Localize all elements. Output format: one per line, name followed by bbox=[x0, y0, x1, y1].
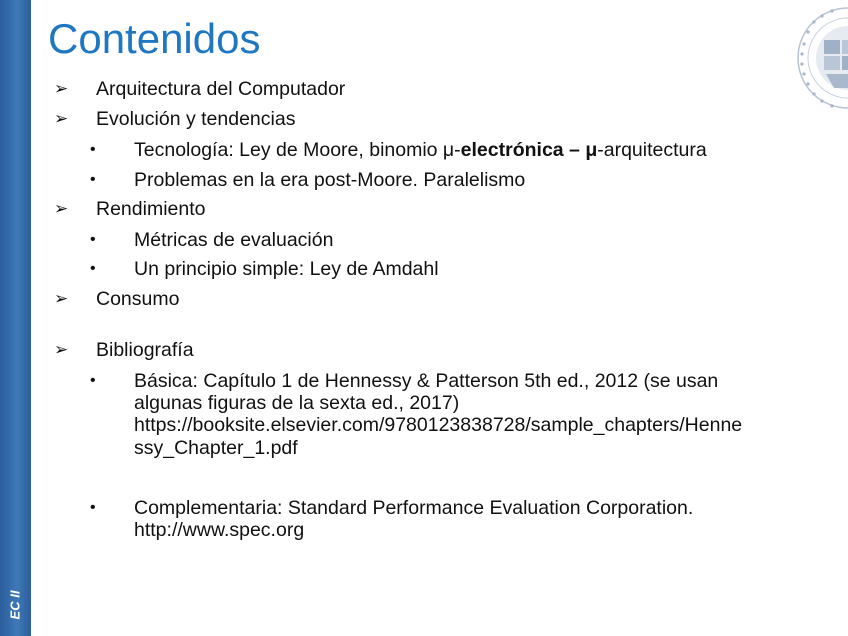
tecnologia-text-bold: electrónica – μ bbox=[460, 139, 598, 161]
dot-bullet: • bbox=[90, 231, 96, 248]
list-item-metricas: Métricas de evaluación bbox=[134, 229, 334, 251]
list-item-complementaria-line1: Complementaria: Standard Performance Evaluation Corporation. bbox=[134, 497, 694, 519]
arrow-bullet: ➢ bbox=[54, 109, 69, 128]
tecnologia-text-a: Tecnología: Ley de Moore, binomio μ- bbox=[134, 139, 461, 161]
slide-title: Contenidos bbox=[48, 15, 261, 62]
basica-link-line1[interactable]: https://booksite.elsevier.com/9780123838728/sample_chapters/Henne bbox=[134, 414, 743, 436]
basica-link-line2[interactable]: ssy_Chapter_1.pdf bbox=[134, 437, 298, 459]
dot-bullet: • bbox=[90, 171, 96, 188]
spec-link[interactable]: http://www.spec.org bbox=[134, 519, 305, 541]
tecnologia-text-c: -arquitectura bbox=[597, 139, 707, 161]
dot-bullet: • bbox=[90, 372, 96, 389]
arrow-bullet: ➢ bbox=[54, 340, 69, 359]
list-item-basica-line1: Básica: Capítulo 1 de Hennessy & Patterson 5th ed., 2012 (se usan bbox=[134, 370, 719, 392]
list-item-basica-line2: algunas figuras de la sexta ed., 2017) bbox=[134, 392, 460, 414]
list-item-amdahl: Un principio simple: Ley de Amdahl bbox=[134, 258, 439, 280]
list-item-problemas: Problemas en la era post-Moore. Paralelismo bbox=[134, 169, 526, 191]
list-item-arquitectura: Arquitectura del Computador bbox=[96, 78, 346, 100]
dot-bullet: • bbox=[90, 141, 96, 158]
arrow-bullet: ➢ bbox=[54, 79, 69, 98]
arrow-bullet: ➢ bbox=[54, 289, 69, 308]
list-item-rendimiento: Rendimiento bbox=[96, 198, 206, 220]
list-item-tecnologia bbox=[134, 139, 707, 161]
arrow-bullet: ➢ bbox=[54, 199, 69, 218]
course-label-text: EC II bbox=[7, 590, 23, 620]
list-item-consumo: Consumo bbox=[96, 288, 180, 310]
dot-bullet: • bbox=[90, 499, 96, 516]
list-item-evolucion: Evolución y tendencias bbox=[96, 108, 296, 130]
list-item-bibliografia: Bibliografía bbox=[96, 339, 194, 361]
dot-bullet: • bbox=[90, 260, 96, 277]
